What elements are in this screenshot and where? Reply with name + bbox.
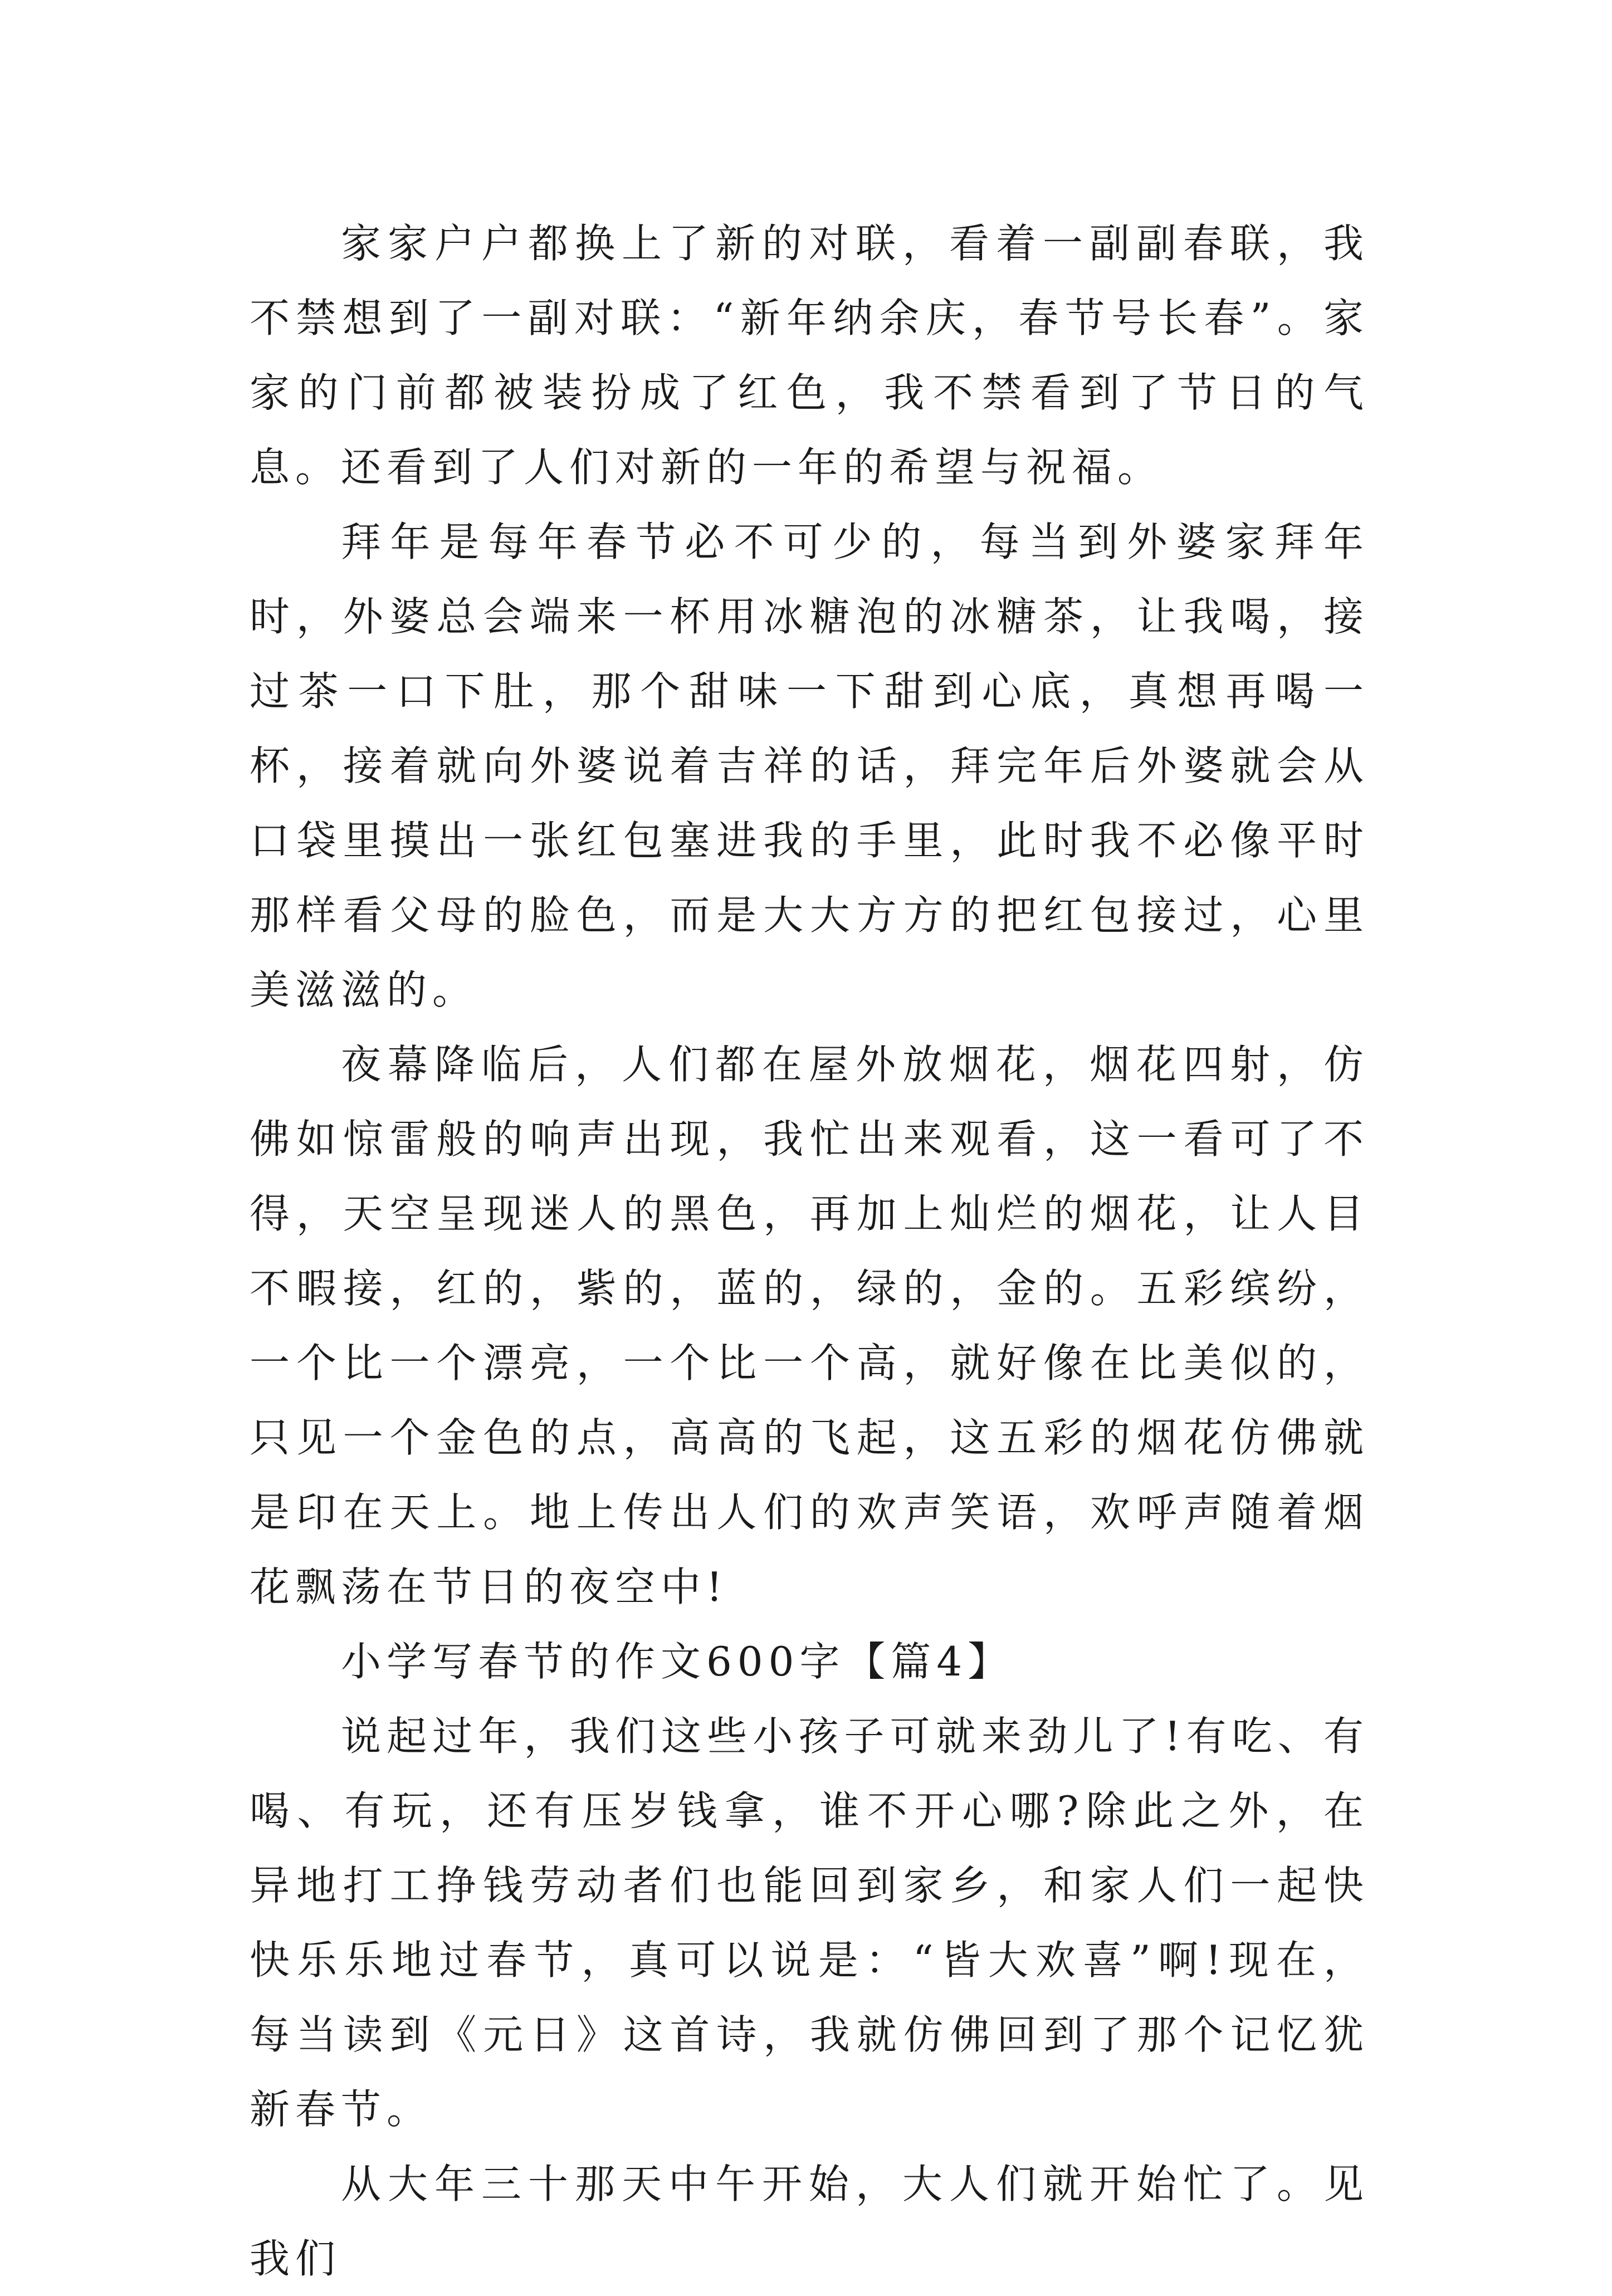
document-body	[250, 206, 1369, 2296]
paragraph-fireworks: 夜幕降临后，人们都在屋外放烟花，烟花四射，仿佛如惊雷般的响声出现，我忙出来观看，这一看可了不得，天空呈现迷人的黑色，再加上灿烂的烟花，让人目不暇接，红的，紫的，蓝的，绿的，金的。五彩缤纷，一个比一个漂亮，一个比一个高，就好像在比美似的，只见一个金色的点，高高的飞起，这五彩的烟花仿佛就是印在天上。地上传出人们的欢声笑语，欢呼声随着烟花飘荡在节日的夜空中!	[250, 1041, 1369, 1610]
paragraph-new-year-visit: 拜年是每年春节必不可少的，每当到外婆家拜年时，外婆总会端来一杯用冰糖泡的冰糖茶，让我喝，接过茶一口下肚，那个甜味一下甜到心底，真想再喝一杯，接着就向外婆说着吉祥的话，拜完年后外婆就会从口袋里摸出一张红包塞进我的手里，此时我不必像平时那样看父母的脸色，而是大大方方的把红包接过，心里美滋滋的。	[250, 519, 1369, 1013]
paragraph-couplets: 家家户户都换上了新的对联，看着一副副春联，我不禁想到了一副对联：“新年纳余庆，春节号长春”。家家的门前都被装扮成了红色，我不禁看到了节日的气息。还看到了人们对新的一年的希望与祝福。	[250, 220, 1369, 491]
paragraph-new-year-joy: 说起过年，我们这些小孩子可就来劲儿了!有吃、有喝、有玩，还有压岁钱拿，谁不开心哪?除此之外，在异地打工挣钱劳动者们也能回到家乡，和家人们一起快快乐乐地过春节，真可以说是：“皆大欢喜”啊!现在，每当读到《元日》这首诗，我就仿佛回到了那个记忆犹新春节。	[250, 1713, 1369, 2133]
paragraph-new-years-eve: 从大年三十那天中午开始，大人们就开始忙了。见我们	[250, 2161, 1369, 2282]
section-heading: 小学写春节的作文600字【篇4】	[341, 1638, 1014, 1685]
